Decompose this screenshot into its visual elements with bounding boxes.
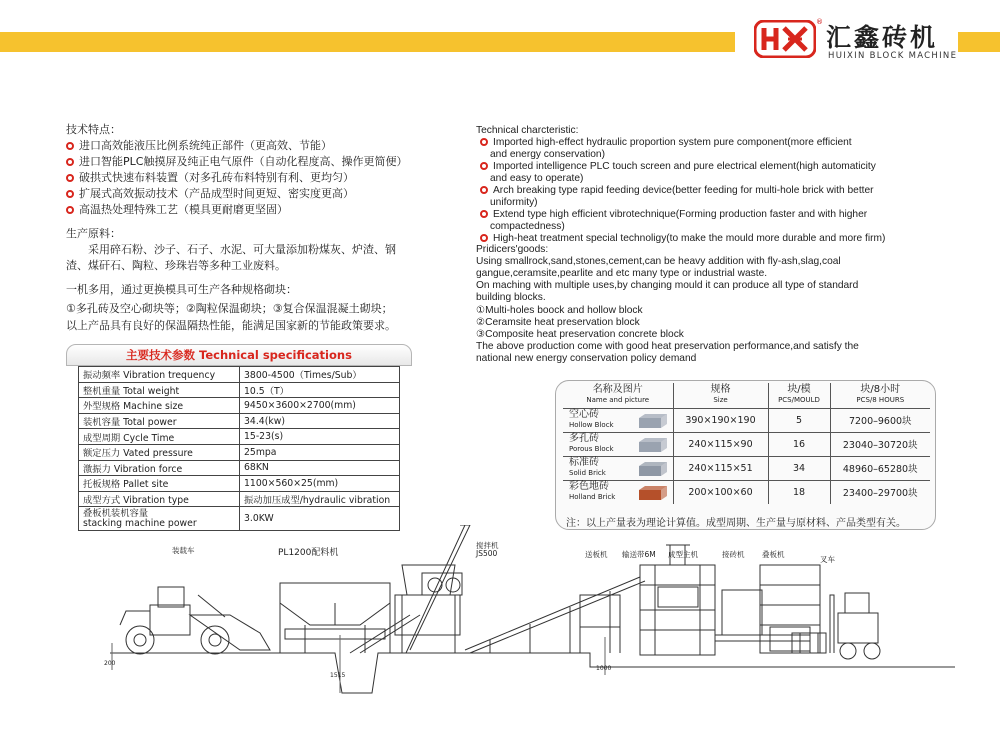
en-line-3: On maching with multiple uses,by changing mould it can produce all type of standard <box>476 280 859 291</box>
bullet-ring-icon <box>66 158 74 166</box>
spec-title: 主要技术参数 Technical specifications <box>66 344 412 366</box>
product-mould-cell: 18 <box>768 480 830 504</box>
loader-drawing <box>120 587 270 654</box>
cn-feature-1: 进口高效能液压比例系统纯正部件（更高效、节能） <box>66 137 332 154</box>
spec-value: 25mpa <box>240 444 400 460</box>
bullet-ring-icon <box>66 190 74 198</box>
product-mould-cell: 5 <box>768 408 830 432</box>
spec-value: 振动加压成型/hydraulic vibration <box>240 491 400 507</box>
table-row <box>79 476 400 492</box>
brand-block <box>748 18 958 66</box>
bullet-ring-icon <box>480 186 488 194</box>
product-panel <box>555 380 936 530</box>
bullet-ring-icon <box>480 138 488 146</box>
spec-value: 68KN <box>240 460 400 476</box>
en-line-6: ②Ceramsite heat preservation block <box>476 317 640 328</box>
table-row <box>563 456 930 480</box>
bullet-ring-icon <box>480 234 488 242</box>
label-mixer: 搅拌机 <box>476 541 499 550</box>
spec-key: 振动频率 Vibration trequency <box>79 367 240 383</box>
spec-key: 外型规格 Machine size <box>79 398 240 414</box>
cn-materials-line-1: 采用碎石粉、沙子、石子、水泥、可大量添加粉煤灰、炉渣、钢 <box>66 243 396 256</box>
dim-label-3: 1000 <box>596 665 612 672</box>
cn-feature-2: 进口智能PLC触摸屏及纯正电气原件（自动化程度高、操作更简便） <box>66 153 407 170</box>
brick-sample-icon <box>637 437 669 453</box>
spec-key: 整机重量 Total weight <box>79 382 240 398</box>
registered-mark: ® <box>816 18 823 26</box>
conveyor-drawing <box>465 577 645 653</box>
en-line-7: ③Composite heat preservation concrete block <box>476 329 684 340</box>
host-machine-drawing <box>640 545 715 655</box>
product-name-cell: 彩色地砖 Holland Brick <box>563 480 673 504</box>
column-header: 名称及图片 Name and picture <box>586 384 650 405</box>
spec-key: 额定压力 Vated pressure <box>79 444 240 460</box>
cn-multi-line-3: 以上产品具有良好的保温隔热性能，能满足国家新的节能政策要求。 <box>66 319 396 332</box>
product-hours-cell: 23040–30720块 <box>830 432 930 456</box>
table-row <box>563 480 930 504</box>
table-row <box>79 444 400 460</box>
en-line-4: building blocks. <box>476 292 546 303</box>
cn-multi-line-1: 一机多用，通过更换模具可生产各种规格砌块： <box>66 283 297 296</box>
column-header: 块/模 PCS/MOULD <box>768 383 830 408</box>
label-stacker: 叠板机 <box>762 550 785 559</box>
product-mould-cell: 16 <box>768 432 830 456</box>
header-band-right <box>958 32 1000 52</box>
spec-value: 34.4(kw) <box>240 413 400 429</box>
mixer-drawing <box>350 525 470 653</box>
product-name-cell: 空心砖 Hollow Block <box>563 408 673 432</box>
en-line-8: The above production come with good heat preservation performance,and satisfy the <box>476 341 859 352</box>
brand-name-en: HUIXIN BLOCK MACHINE <box>828 51 958 61</box>
spec-value: 15-23(s) <box>240 429 400 445</box>
header-band-left <box>0 32 735 52</box>
table-row <box>79 491 400 507</box>
product-size-cell: 240×115×90 <box>673 432 768 456</box>
bullet-ring-icon <box>66 206 74 214</box>
label-board-feeder: 送板机 <box>585 550 608 559</box>
cn-materials-title: 生产原料： <box>66 227 121 240</box>
en-feature-2: Imported intelligence PLC touch screen and pure electrical element(high automaticity and easy to operate) <box>480 161 876 185</box>
table-row <box>79 398 400 414</box>
brick-receiver-drawing <box>722 590 762 635</box>
en-line-5: ①Multi-holes boock and hollow block <box>476 305 643 316</box>
dim-label-2: 1515 <box>330 672 346 679</box>
table-row <box>563 408 930 432</box>
forklift-drawing <box>792 593 880 659</box>
product-name-cell: 多孔砖 Porous Block <box>563 432 673 456</box>
spec-value: 3.0KW <box>240 507 400 531</box>
en-line-1: Using smallrock,sand,stones,cement,can be heavy addition with fly-ash,slag,coal <box>476 256 841 267</box>
table-row <box>79 460 400 476</box>
cn-feature-4: 扩展式高效振动技术（产品成型时间更短、密实度更高） <box>66 185 354 202</box>
en-feature-3: Arch breaking type rapid feeding device(better feeding for multi-hole brick with better uniformity) <box>480 185 874 209</box>
bullet-ring-icon <box>480 162 488 170</box>
brick-sample-icon <box>637 413 669 429</box>
label-forklift: 叉车 <box>820 555 835 564</box>
product-name-cell: 标准砖 Solid Brick <box>563 456 673 480</box>
cn-feature-3: 破拱式快速布料装置（对多孔砖布料特别有利、更均匀） <box>66 169 354 186</box>
en-feature-4: Extend type high efficient vibrotechnique(Forming production faster and with higher compactedness) <box>480 209 867 233</box>
label-mixer-model: JS500 <box>476 549 498 558</box>
label-host: 成型主机 <box>668 550 698 559</box>
table-row <box>79 382 400 398</box>
spec-panel <box>66 344 412 530</box>
product-size-cell: 200×100×60 <box>673 480 768 504</box>
cn-feature-5: 高温热处理特殊工艺（模具更耐磨更坚固） <box>66 201 288 218</box>
product-size-cell: 390×190×190 <box>673 408 768 432</box>
cn-materials-line-2: 渣、煤矸石、陶粒、珍珠岩等多种工业废料。 <box>66 259 286 272</box>
batcher-drawing <box>280 583 390 653</box>
spec-value: 3800-4500（Times/Sub） <box>240 367 400 383</box>
table-row <box>79 367 400 383</box>
spec-key: 装机容量 Total power <box>79 413 240 429</box>
spec-value: 9450×3600×2700(mm) <box>240 398 400 414</box>
product-note: 注：以上产量表为理论计算值。成型周期、生产量与原材料、产品类型有关。 <box>566 518 906 529</box>
product-hours-cell: 7200–9600块 <box>830 408 930 432</box>
spec-key: 成型周期 Cycle Time <box>79 429 240 445</box>
product-hours-cell: 23400–29700块 <box>830 480 930 504</box>
product-hours-cell: 48960–65280块 <box>830 456 930 480</box>
cn-features-title: 技术特点： <box>66 123 121 136</box>
en-line-2: gangue,ceramsite,pearlite and etc many type or industrial waste. <box>476 268 768 279</box>
column-header: 块/8小时 PCS/8 HOURS <box>830 383 930 408</box>
dim-label-1: 200 <box>104 660 116 667</box>
brick-sample-icon <box>637 461 669 477</box>
table-row <box>79 429 400 445</box>
label-batcher: PL1200配料机 <box>278 548 339 558</box>
product-size-cell: 240×115×51 <box>673 456 768 480</box>
label-brick-receiver: 接砖机 <box>722 550 745 559</box>
hx-logo-icon <box>754 20 816 58</box>
en-feature-5: High-heat treatment special technoligy(to make the mould more durable and more firm) <box>480 233 885 245</box>
spec-key: 成型方式 Vibration type <box>79 491 240 507</box>
en-title: Technical charcteristic: <box>476 125 579 136</box>
bullet-ring-icon <box>66 174 74 182</box>
brick-sample-icon <box>637 485 669 501</box>
spec-value: 10.5（T） <box>240 382 400 398</box>
cn-multi-line-2: ①多孔砖及空心砌块等；②陶粒保温砌块；③复合保温混凝土砌块； <box>66 302 393 315</box>
bullet-ring-icon <box>480 210 488 218</box>
en-feature-1: Imported high-effect hydraulic proportion system pure component(more efficient and energy conservation) <box>480 137 852 161</box>
spec-key: 托板规格 Pallet site <box>79 476 240 492</box>
table-row <box>79 413 400 429</box>
bullet-ring-icon <box>66 142 74 150</box>
product-table <box>563 383 930 504</box>
en-producers-title: Pridicers'goods: <box>476 244 549 255</box>
production-line-diagram <box>110 525 955 705</box>
spec-table <box>78 366 400 531</box>
table-row <box>563 432 930 456</box>
product-mould-cell: 34 <box>768 456 830 480</box>
label-loader: 装载车 <box>172 546 195 555</box>
spec-key: 叠板机装机容量 stacking machine power <box>79 507 240 531</box>
stacker-drawing <box>760 565 820 653</box>
column-header: 规格 Size <box>673 383 768 408</box>
brand-name-cn: 汇鑫砖机 <box>826 23 939 52</box>
en-line-9: national new energy conservation policy demand <box>476 353 697 364</box>
spec-value: 1100×560×25(mm) <box>240 476 400 492</box>
spec-key: 激振力 Vibration force <box>79 460 240 476</box>
label-conveyor: 输送带6M <box>622 550 656 559</box>
